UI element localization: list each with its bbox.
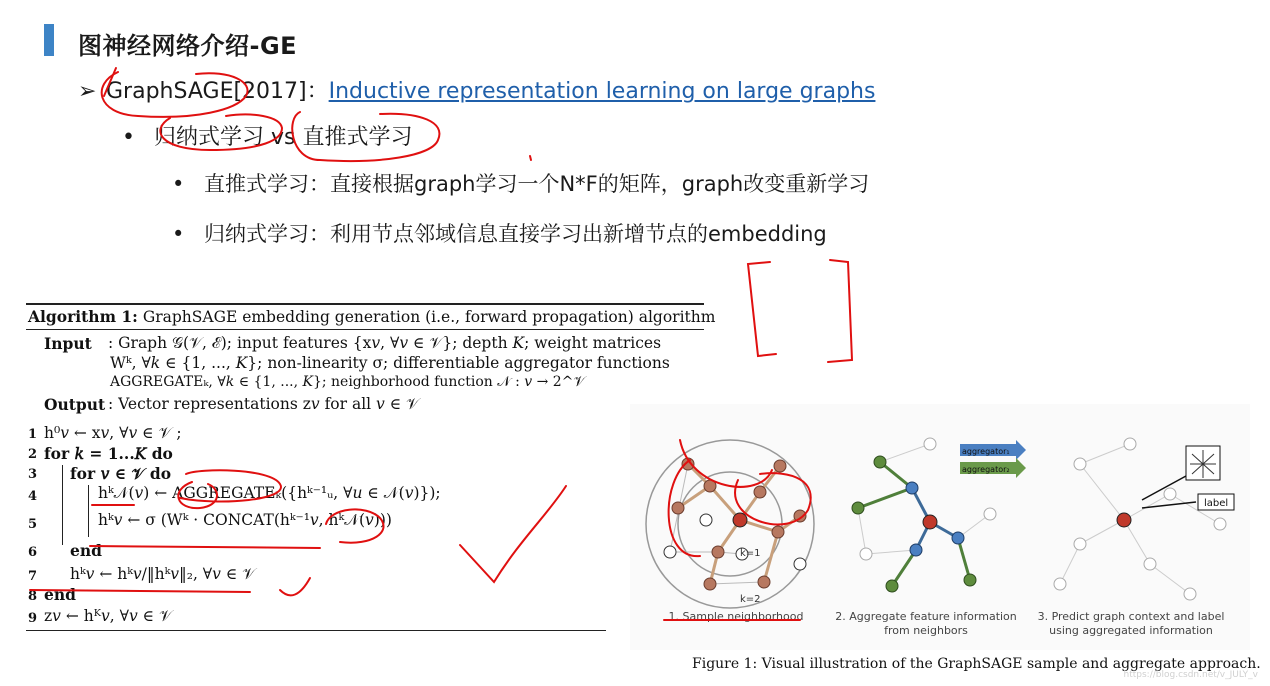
bullet-inductive-vs-transductive: [122, 120, 412, 151]
panel-predict: [1054, 438, 1234, 600]
algorithm-line-7: hᵏ𝑣 ← hᵏ𝑣/‖hᵏ𝑣‖₂, ∀𝑣 ∈ 𝒱: [70, 565, 256, 583]
bullet-text: 归纳式学习 vs 直推式学习: [154, 125, 413, 150]
page-title: 图神经网络介绍-GE: [78, 32, 298, 60]
panel-2-caption: [826, 610, 1026, 638]
aggregator-1-label: aggregator₁: [962, 447, 1010, 456]
bullet-text: 归纳式学习：利用节点邻域信息直接学习出新增节点的embedding: [204, 222, 827, 246]
loop-indent-bar: [88, 485, 89, 537]
k2-label: k=2: [740, 594, 761, 605]
paper-link[interactable]: Inductive representation learning on large graphs: [328, 79, 876, 104]
bullet-dot-icon: •: [172, 172, 185, 196]
line-number: 8: [28, 589, 38, 604]
panel-aggregate: [852, 438, 1026, 592]
algorithm-top-rule: [26, 303, 704, 305]
algorithm-line-2: for 𝑘 = 1...𝐾 do: [44, 444, 173, 463]
algorithm-output-label: Output: [44, 395, 106, 414]
algorithm-line-3: for 𝑣 ∈ 𝒱 do: [70, 464, 172, 483]
algorithm-line-4: hᵏ𝒩(𝑣) ← AGGREGATEₖ({hᵏ⁻¹ᵤ, ∀𝑢 ∈ 𝒩(𝑣)});: [98, 484, 441, 502]
algorithm-header: [28, 307, 715, 326]
algorithm-header-label: Algorithm 1:: [28, 307, 138, 326]
bracket-right: [828, 260, 852, 362]
aggregator-2-label: aggregator₂: [962, 465, 1010, 474]
bullet-graphsage-prefix: GraphSAGE[2017]：: [106, 79, 329, 104]
panel-3-caption-line-1: 3. Predict graph context and label: [1037, 610, 1225, 623]
line-number: 9: [28, 611, 38, 626]
line-number: 4: [28, 489, 38, 504]
line-number: 1: [28, 427, 38, 442]
figure-caption: Figure 1: Visual illustration of the GraphSAGE sample and aggregate approach.: [692, 656, 1261, 672]
bullet-text: 直推式学习：直接根据graph学习一个N*F的矩阵，graph改变重新学习: [204, 172, 870, 196]
watermark: https://blog.csdn.net/v_JULY_v: [1123, 670, 1258, 680]
line-number: 6: [28, 545, 38, 560]
label-box-text: label: [1204, 498, 1229, 509]
panel-sample-neighborhood: [646, 440, 814, 608]
panel-2-caption-line-1: 2. Aggregate feature information: [835, 610, 1017, 623]
loop-indent-bar: [62, 465, 63, 545]
bullet-dot-icon: •: [172, 222, 185, 246]
graphsage-figure: [630, 404, 1250, 650]
algorithm-line-1: h⁰𝑣 ← x𝑣, ∀𝑣 ∈ 𝒱 ;: [44, 424, 182, 442]
algorithm-header-text: GraphSAGE embedding generation (i.e., forward propagation) algorithm: [137, 308, 716, 326]
line-number: 7: [28, 569, 38, 584]
panel-1-caption: 1. Sample neighborhood: [668, 610, 804, 623]
k1-label: k=1: [740, 548, 761, 559]
bullet-inductive: [172, 218, 827, 248]
panel-2-caption-line-2: from neighbors: [884, 624, 968, 637]
bullet-dot-icon: •: [122, 125, 135, 150]
algorithm-input-label: Input: [44, 334, 92, 353]
algorithm-box: [18, 303, 716, 633]
algorithm-input-line-2: Wᵏ, ∀𝑘 ∈ {1, ..., 𝐾}; non-linearity σ; differentiable aggregator functions: [110, 354, 670, 372]
algorithm-input-line-1: : Graph 𝒢(𝒱, ℰ); input features {x𝑣, ∀𝑣 ∈ 𝒱}; depth 𝐾; weight matrices: [108, 334, 662, 352]
panel-3-caption-line-2: using aggregated information: [1049, 624, 1213, 637]
title-accent-bar: [44, 24, 54, 56]
algorithm-input-line-3: AGGREGATEₖ, ∀𝑘 ∈ {1, ..., 𝐾}; neighborhood function 𝒩 : 𝑣 → 2^𝒱: [110, 374, 586, 390]
algorithm-line-6: end: [70, 541, 102, 560]
arrow-bullet-icon: ➢: [78, 79, 97, 104]
panel-3-caption: [1028, 610, 1234, 638]
algorithm-line-8: end: [44, 585, 76, 604]
line-number: 2: [28, 447, 38, 462]
bracket-left: [748, 262, 776, 356]
algorithm-line-9: z𝑣 ← hᴷ𝑣, ∀𝑣 ∈ 𝒱: [44, 607, 172, 625]
bullet-transductive: [172, 168, 869, 198]
bullet-graphsage: [78, 74, 875, 105]
algorithm-line-5: hᵏ𝑣 ← σ (Wᵏ · CONCAT(hᵏ⁻¹𝑣, hᵏ𝒩(𝑣))): [98, 511, 392, 529]
algorithm-bottom-rule: [26, 630, 606, 631]
algorithm-header-rule: [26, 329, 704, 330]
line-number: 3: [28, 467, 38, 482]
line-number: 5: [28, 517, 38, 532]
algorithm-output-text: : Vector representations z𝑣 for all 𝑣 ∈ 𝒱: [108, 395, 420, 413]
